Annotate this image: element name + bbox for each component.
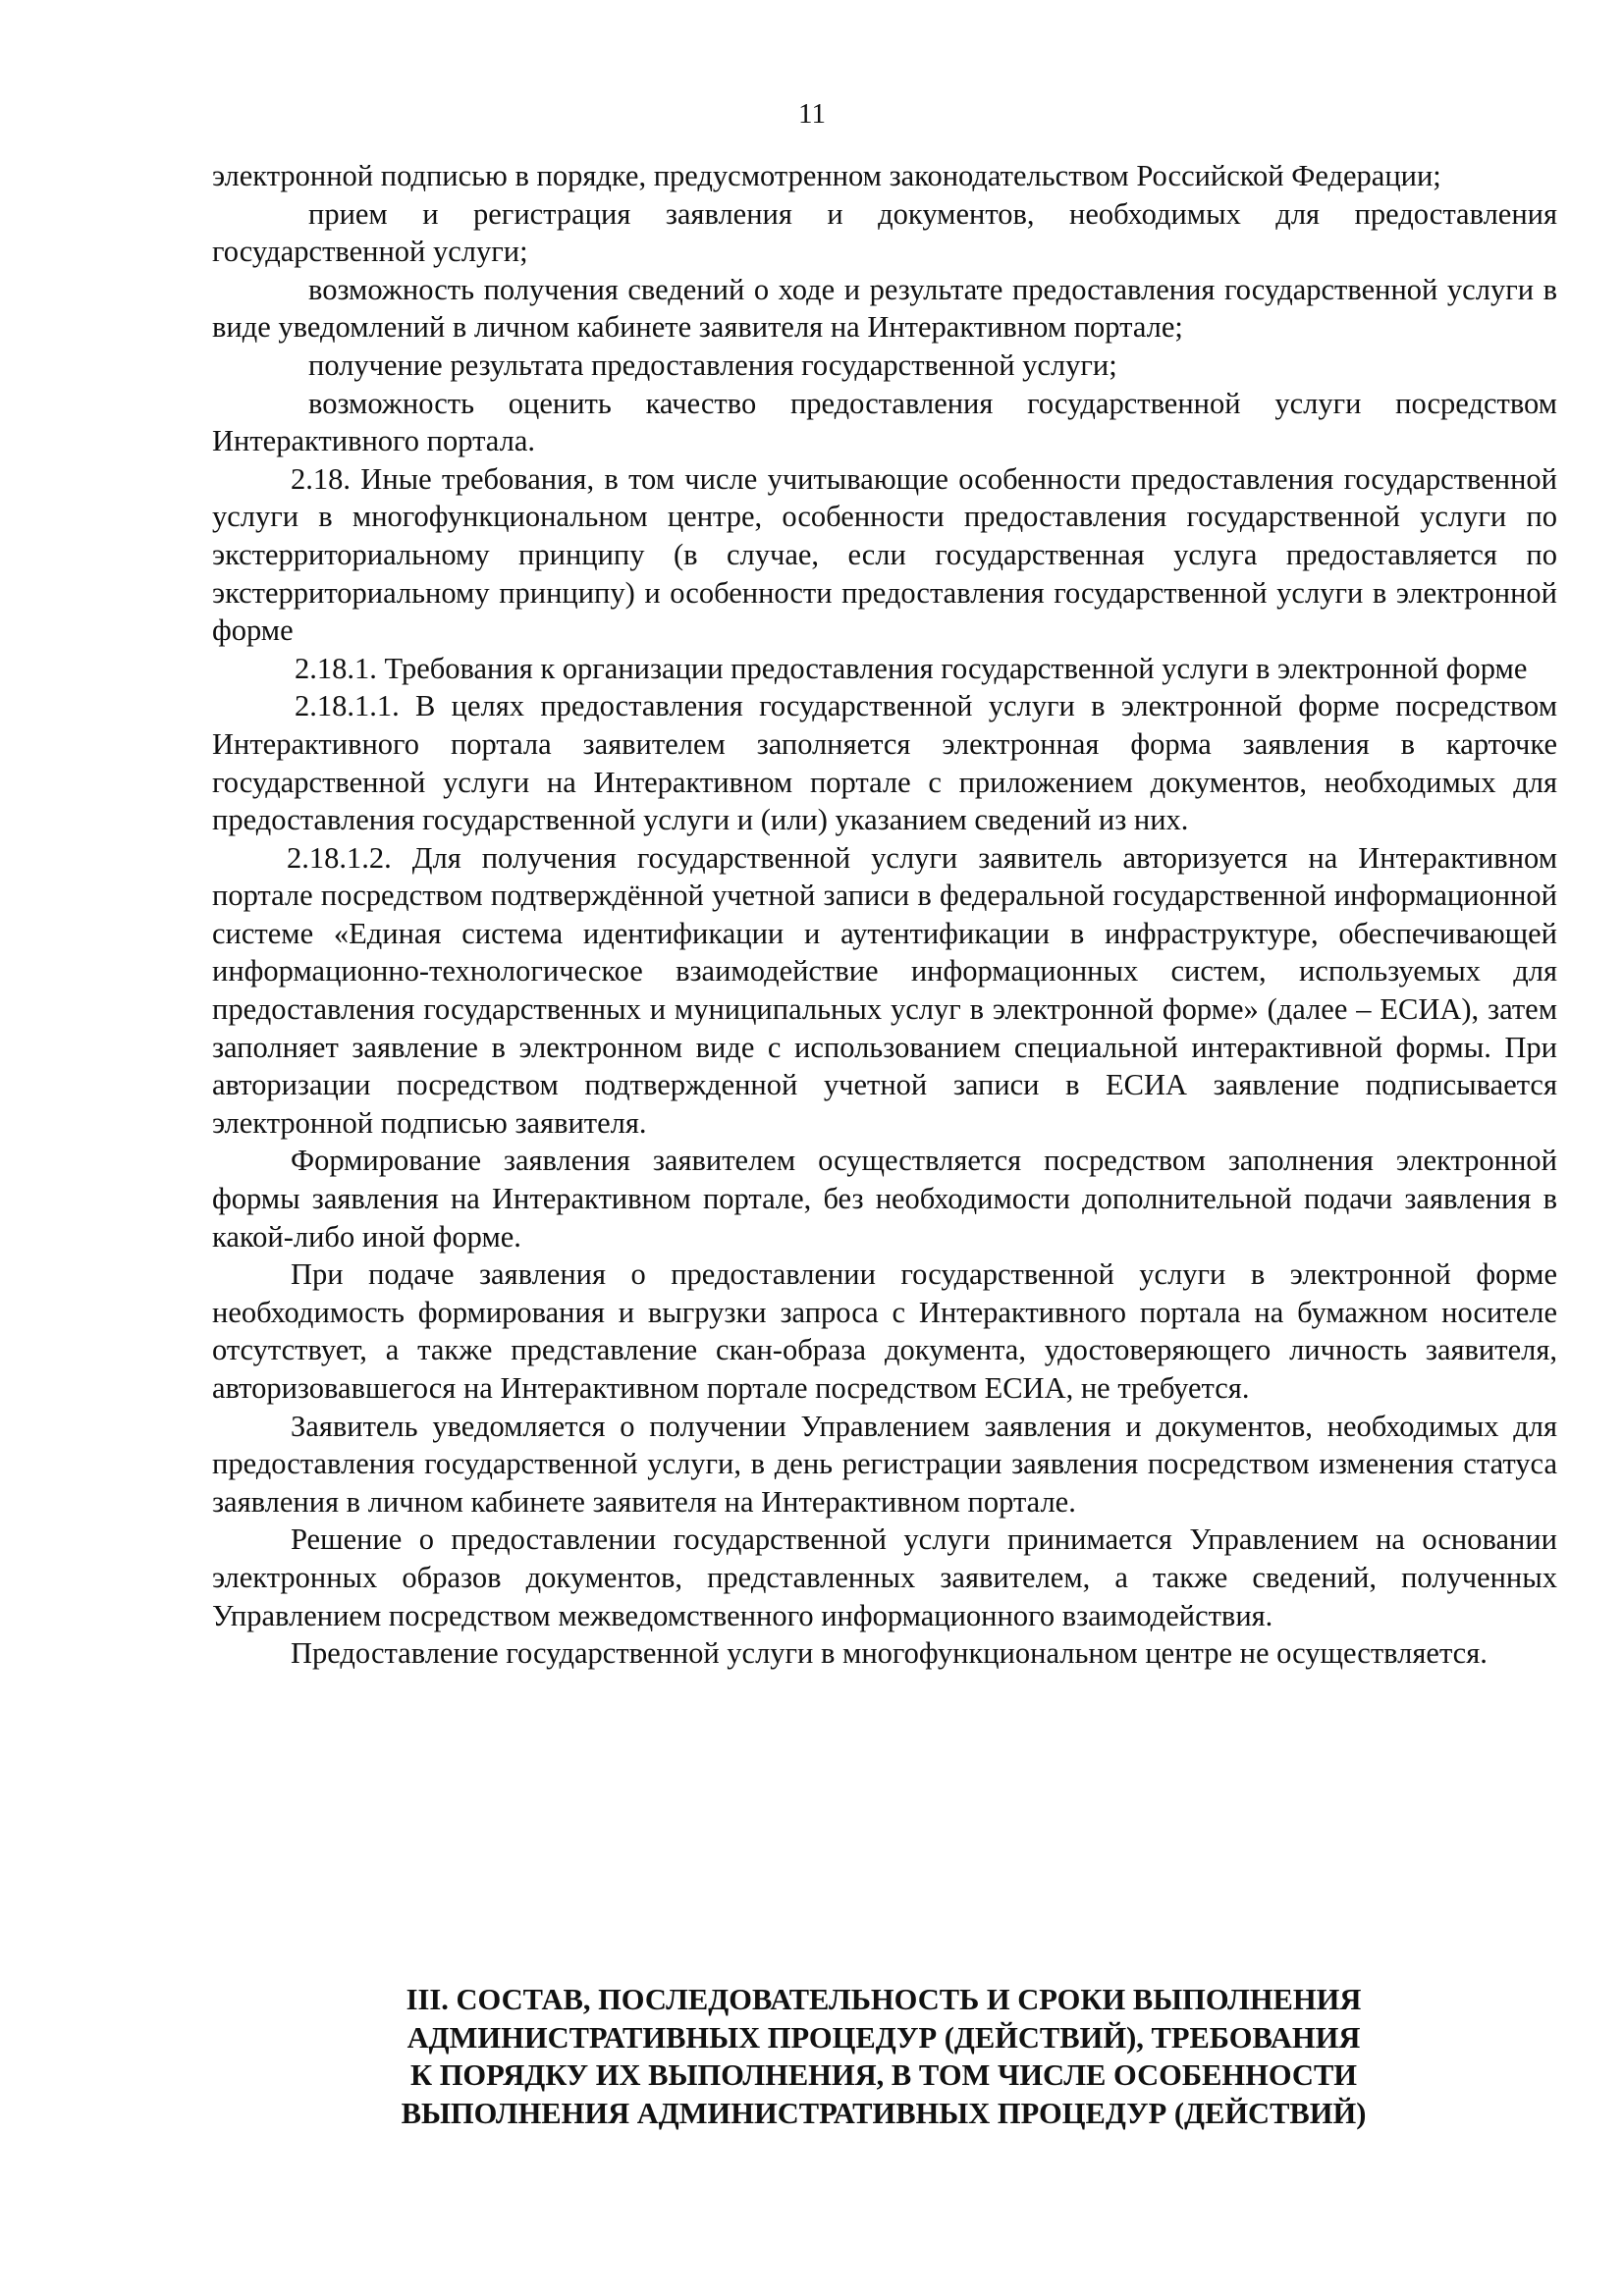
section-heading-line: К ПОРЯДКУ ИХ ВЫПОЛНЕНИЯ, В ТОМ ЧИСЛЕ ОСОБЕННОСТИ [409,2058,1358,2093]
paragraph: Заявитель уведомляется о получении Управлением заявления и документов, необходимых для предоставления государственной услуги, в день регистрации заявления посредством изменения статуса заявления в личном кабинете заявителя на Интерактивном портале. [212,1409,1557,1519]
paragraph: 2.18.1. Требования к организации предоставления государственной услуги в электронной форме [295,651,1528,685]
paragraph: прием и регистрация заявления и документов, необходимых для предоставления государственной услуги; [212,196,1557,269]
paragraph: 2.18.1.1. В целях предоставления государственной услуги в электронной форме посредством Интерактивного портала заявителем заполняется электронная форма заявления в карточке государственной услуги на Интерактивном портале с приложением документов, необходимых для предоставления государственной услуги и (или) указанием сведений из них. [212,689,1557,837]
document-body [212,157,1557,1673]
paragraph: При подаче заявления о предоставлении государственной услуги в электронной форме необходимость формирования и выгрузки запроса с Интерактивного портала на бумажном носителе отсутствует, а также представление скан-образа документа, удостоверяющего личность заявителя, авторизовавшегося на Интерактивном портале посредством ЕСИА, не требуется. [212,1257,1557,1405]
section-heading-line: ВЫПОЛНЕНИЯ АДМИНИСТРАТИВНЫХ ПРОЦЕДУР (ДЕЙСТВИЙ) [401,2096,1367,2130]
section-heading-line: АДМИНИСТРАТИВНЫХ ПРОЦЕДУР (ДЕЙСТВИЙ), ТРЕБОВАНИЯ [406,2020,1361,2055]
paragraph: Решение о предоставлении государственной услуги принимается Управлением на основании электронных образов документов, представленных заявителем, а также сведений, полученных Управлением посредством межведомственного информационного взаимодействия. [212,1522,1557,1632]
paragraph: возможность оценить качество предоставления государственной услуги посредством Интерактивного портала. [212,386,1557,458]
paragraph: возможность получения сведений о ходе и результате предоставления государственной услуги в виде уведомлений в личном кабинете заявителя на Интерактивном портале; [212,272,1557,345]
paragraph: электронной подписью в порядке, предусмотренном законодательством Российской Федерации; [212,159,1441,192]
page-number: 11 [798,98,826,130]
paragraph: получение результата предоставления государственной услуги; [308,347,1117,382]
paragraph: Предоставление государственной услуги в многофункциональном центре не осуществляется. [291,1636,1488,1671]
paragraph: 2.18. Иные требования, в том числе учитывающие особенности предоставления государственной услуги в многофункциональном центре, особенности предоставления государственной услуги по экстерриториальному принципу (в случае, если государственная услуга предоставляется по экстерриториальному принципу) и особенности предоставления государственной услуги в электронной форме [212,461,1557,648]
section-heading [295,1981,1473,2132]
paragraph: Формирование заявления заявителем осуществляется посредством заполнения электронной формы заявления на Интерактивном портале, без необходимости дополнительной подачи заявления в какой-либо иной форме. [212,1144,1557,1254]
paragraph: 2.18.1.2. Для получения государственной услуги заявитель авторизуется на Интерактивном портале посредством подтверждённой учетной записи в федеральной государственной информационной системе «Единая система идентификации и аутентификации в инфраструктуре, обеспечивающей информационно-технологическое взаимодействие информационных систем, используемых для предоставления государственных и муниципальных услуг в электронной форме» (далее – ЕСИА), затем заполняет заявление в электронном виде с использованием специальной интерактивной формы. При авторизации посредством подтвержденной учетной записи в ЕСИА заявление подписывается электронной подписью заявителя. [212,840,1557,1140]
section-heading-line: III. СОСТАВ, ПОСЛЕДОВАТЕЛЬНОСТЬ И СРОКИ ВЫПОЛНЕНИЯ [406,1983,1362,2016]
